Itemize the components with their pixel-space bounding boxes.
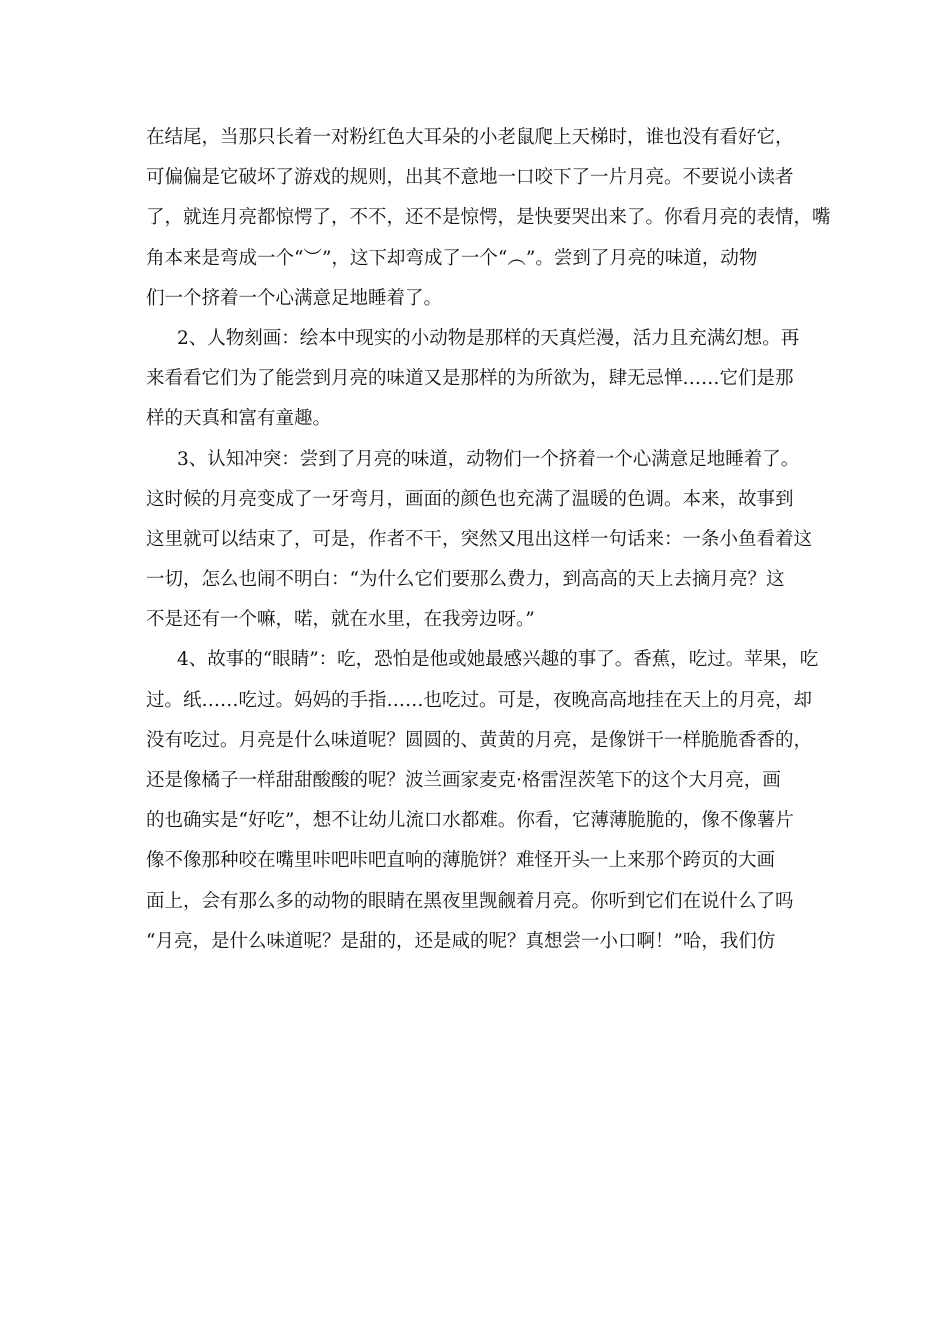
text-line: “月亮，是什么味道呢？是甜的，还是咸的呢？真想尝一小口啊！”哈，我们仿 [146, 930, 776, 952]
body-text [146, 118, 831, 962]
text-line: 们一个挤着一个心满意足地睡着了。 [146, 287, 443, 309]
text-line: 的也确实是“好吃”，想不让幼儿流口水都难。你看，它薄薄脆脆的，像不像薯片 [146, 810, 794, 832]
paragraph-start-line: 4、故事的“眼睛”：吃，恐怕是他或她最感兴趣的事了。香蕉，吃过。苹果，吃 [177, 649, 819, 671]
text-line: 这时候的月亮变成了一牙弯月，画面的颜色也充满了温暖的色调。本来，故事到 [146, 488, 794, 510]
text-line: 这里就可以结束了，可是，作者不干，突然又甩出这样一句话来：一条小鱼看着这 [146, 528, 813, 550]
text-line: 还是像橘子一样甜甜酸酸的呢？波兰画家麦克·格雷涅茨笔下的这个大月亮，画 [146, 770, 781, 791]
text-line: 一切，怎么也闹不明白：“为什么它们要那么费力，到高高的天上去摘月亮？这 [146, 569, 785, 591]
text-line: 在结尾，当那只长着一对粉红色大耳朵的小老鼠爬上天梯时，谁也没有看好它， [146, 127, 794, 148]
text-line: 可偏偏是它破坏了游戏的规则，出其不意地一口咬下了一片月亮。不要说小读者 [146, 167, 794, 189]
paragraph-start-line: 2、人物刻画：绘本中现实的小动物是那样的天真烂漫，活力且充满幻想。再 [177, 327, 800, 349]
text-line: 过。纸……吃过。妈妈的手指……也吃过。可是，夜晚高高地挂在天上的月亮，却 [146, 689, 813, 711]
text-line: 样的天真和富有童趣。 [146, 408, 332, 430]
text-line: 像不像那种咬在嘴里咔吧咔吧直响的薄脆饼？难怪开头一上来那个跨页的大画 [146, 850, 776, 872]
text-line: 角本来是弯成一个“︶”，这下却弯成了一个“︵”。尝到了月亮的味道，动物 [146, 247, 758, 269]
text-line: 了，就连月亮都惊愕了，不不，还不是惊愕，是快要哭出来了。你看月亮的表情，嘴 [146, 207, 831, 229]
text-line: 没有吃过。月亮是什么味道呢？圆圆的、黄黄的月亮，是像饼干一样脆脆香香的， [146, 729, 813, 751]
text-line: 来看看它们为了能尝到月亮的味道又是那样的为所欲为，肆无忌惮……它们是那 [146, 368, 794, 390]
text-line: 面上，会有那么多的动物的眼睛在黑夜里觊觎着月亮。你听到它们在说什么了吗 [146, 890, 794, 912]
text-line: 不是还有一个嘛，喏，就在水里，在我旁边呀。” [146, 609, 535, 631]
paragraph-start-line: 3、认知冲突：尝到了月亮的味道，动物们一个挤着一个心满意足地睡着了。 [177, 448, 800, 470]
